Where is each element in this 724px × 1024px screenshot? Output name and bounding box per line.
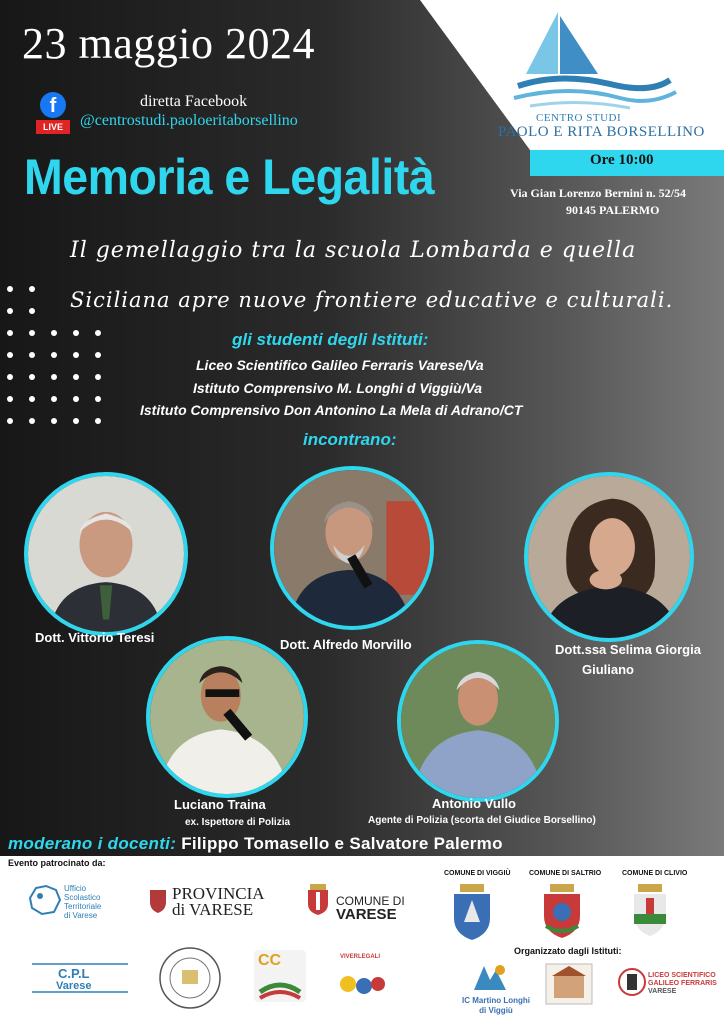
meet-heading: incontrano: (303, 430, 397, 449)
comune-viggiu-label: COMUNE DI VIGGIÙ (444, 870, 511, 877)
ic-line: IC Martino Longhi (462, 996, 530, 1005)
comune-varese-logo (306, 882, 330, 916)
facebook-handle: @centrostudi.paoloeritaborsellino (80, 112, 298, 129)
ust-line: di Varese (64, 911, 98, 920)
ic-logo-icon (470, 960, 510, 996)
lombardia-map-icon (24, 880, 64, 920)
decorative-dot (95, 374, 101, 380)
person-portrait-icon (401, 644, 555, 798)
person-portrait-icon (528, 476, 690, 638)
school-building-icon (544, 962, 594, 1006)
decorative-dot (95, 330, 101, 336)
decorative-dot (29, 418, 35, 424)
liceo-text (648, 972, 717, 996)
decorative-dots-icon (2, 283, 120, 433)
ic-line: di Viggiù (479, 1006, 513, 1015)
liceo-ferraris-logo (618, 966, 646, 998)
decorative-dot (7, 374, 13, 380)
decorative-dot (51, 396, 57, 402)
school-item: Liceo Scientifico Galileo Ferraris Varese/Va (196, 357, 484, 373)
adrano-school-logo (544, 962, 594, 1006)
event-title: Memoria e Legalità (24, 149, 435, 205)
speaker-photo-traina (146, 636, 308, 798)
decorative-dot (29, 330, 35, 336)
speaker-photo-giuliano (524, 472, 694, 642)
speaker-name: Dott.ssa Selima Giorgia (555, 642, 701, 657)
ic-longhi-text (462, 996, 530, 1016)
liceo-emblem-icon (618, 966, 646, 998)
logo-line1: CENTRO STUDI (536, 112, 622, 124)
sponsored-by-label: Evento patrocinato da: (8, 858, 106, 868)
provincia-line: di VARESE (172, 900, 254, 919)
decorative-dot (95, 352, 101, 358)
speaker-role: ex. Ispettore di Polizia (185, 817, 291, 828)
speaker-name: Dott. Alfredo Morvillo (280, 637, 412, 652)
crest-icon (630, 882, 670, 938)
decorative-dot (73, 374, 79, 380)
speaker-name: Luciano Traina (174, 797, 266, 812)
person-portrait-icon (150, 640, 304, 794)
facebook-stream-label: diretta Facebook (140, 93, 248, 110)
decorative-dot (51, 352, 57, 358)
decorative-dot (95, 396, 101, 402)
decorative-dot (7, 330, 13, 336)
decorative-dot (73, 352, 79, 358)
liceo-line: LICEO SCIENTIFICO (648, 972, 716, 979)
ust-line: Scolastico (64, 893, 101, 902)
crest-icon (306, 882, 330, 916)
shield-icon (148, 888, 168, 914)
decorative-dot (29, 374, 35, 380)
decorative-dot (7, 286, 13, 292)
speaker-photo-morvillo (270, 466, 434, 630)
speaker-photo-teresi (24, 472, 188, 636)
event-time: Ore 10:00 (590, 152, 654, 168)
decorative-dot (73, 330, 79, 336)
cpl-line: C.P.L (57, 966, 90, 981)
decorative-dot (95, 418, 101, 424)
cpl-line: Varese (56, 980, 92, 992)
decorative-dot (29, 286, 35, 292)
address-street: Via Gian Lorenzo Bernini n. 52/54 (510, 186, 687, 200)
decorative-dot (29, 352, 35, 358)
decorative-dot (29, 308, 35, 314)
ic-longhi-logo (470, 960, 510, 996)
moderators-line (8, 834, 503, 854)
cc-text: CC (258, 952, 282, 969)
decorative-dot (51, 374, 57, 380)
subtitle-line2: Siciliana apre nuove frontiere educative e culturali. (70, 288, 674, 312)
seal-icon (158, 946, 222, 1010)
logo-line2: PAOLO E RITA BORSELLINO (498, 124, 705, 140)
ust-line: Ufficio (64, 884, 87, 893)
moderators-label: moderano i docenti: (8, 834, 177, 853)
vivere-legali-text: VIVERLEGALI (340, 954, 381, 960)
students-heading: gli studenti degli Istituti: (232, 330, 429, 349)
decorative-dot (7, 352, 13, 358)
live-label: LIVE (36, 120, 70, 134)
decorative-dot (29, 396, 35, 402)
moderators-names: Filippo Tomasello e Salvatore Palermo (181, 834, 503, 853)
cpl-text (56, 968, 91, 992)
crest-icon (540, 882, 584, 940)
facebook-icon: f (40, 92, 66, 118)
liceo-line: GALILEO FERRARIS (648, 980, 717, 987)
provincia-varese-logo (148, 888, 168, 914)
comune-varese-text (336, 894, 405, 922)
decorative-dot (7, 396, 13, 402)
saltrio-crest (540, 882, 584, 940)
decorative-dot (73, 418, 79, 424)
decorative-dot (73, 396, 79, 402)
decorative-dot (51, 418, 57, 424)
decorative-dot (7, 308, 13, 314)
clivio-crest (630, 882, 670, 938)
decorative-dot (51, 330, 57, 336)
subtitle-line1: Il gemellaggio tra la scuola Lombarda e quella (70, 238, 637, 263)
speaker-photo-vullo (397, 640, 559, 802)
provincia-line: PROVINCIA (172, 884, 265, 903)
speaker-name: Dott. Vittorio Teresi (35, 630, 155, 645)
school-item: Istituto Comprensivo Don Antonino La Mela di Adrano/CT (140, 402, 523, 418)
decorative-dot (7, 418, 13, 424)
person-portrait-icon (28, 476, 184, 632)
crest-icon (450, 882, 494, 942)
ust-line: Territoriale (64, 902, 102, 911)
ust-text (64, 884, 101, 920)
person-portrait-icon (274, 470, 430, 626)
school-item: Istituto Comprensivo M. Longhi d Viggiù/Va (193, 380, 483, 396)
comune-clivio-label: COMUNE DI CLIVIO (622, 870, 688, 877)
ust-varese-logo (24, 880, 64, 920)
comune-saltrio-label: COMUNE DI SALTRIO (529, 870, 602, 877)
provincia-text (172, 886, 265, 918)
liceo-line: VARESE (648, 988, 677, 995)
address-city: 90145 PALERMO (566, 203, 660, 217)
event-date: 23 maggio 2024 (22, 19, 315, 68)
speaker-name-line2: Giuliano (582, 662, 634, 677)
speaker-role: Agente di Polizia (scorta del Giudice Borsellino) (368, 815, 596, 826)
comune-varese-line: VARESE (336, 906, 397, 923)
round-seal-logo (158, 946, 222, 1010)
facebook-live-badge (36, 92, 70, 136)
viggiu-crest (450, 882, 494, 942)
speaker-name: Antonio Vullo (432, 796, 516, 811)
organized-by-label: Organizzato dagli Istituti: (514, 946, 622, 956)
comune-varese-line: COMUNE DI (336, 894, 405, 908)
